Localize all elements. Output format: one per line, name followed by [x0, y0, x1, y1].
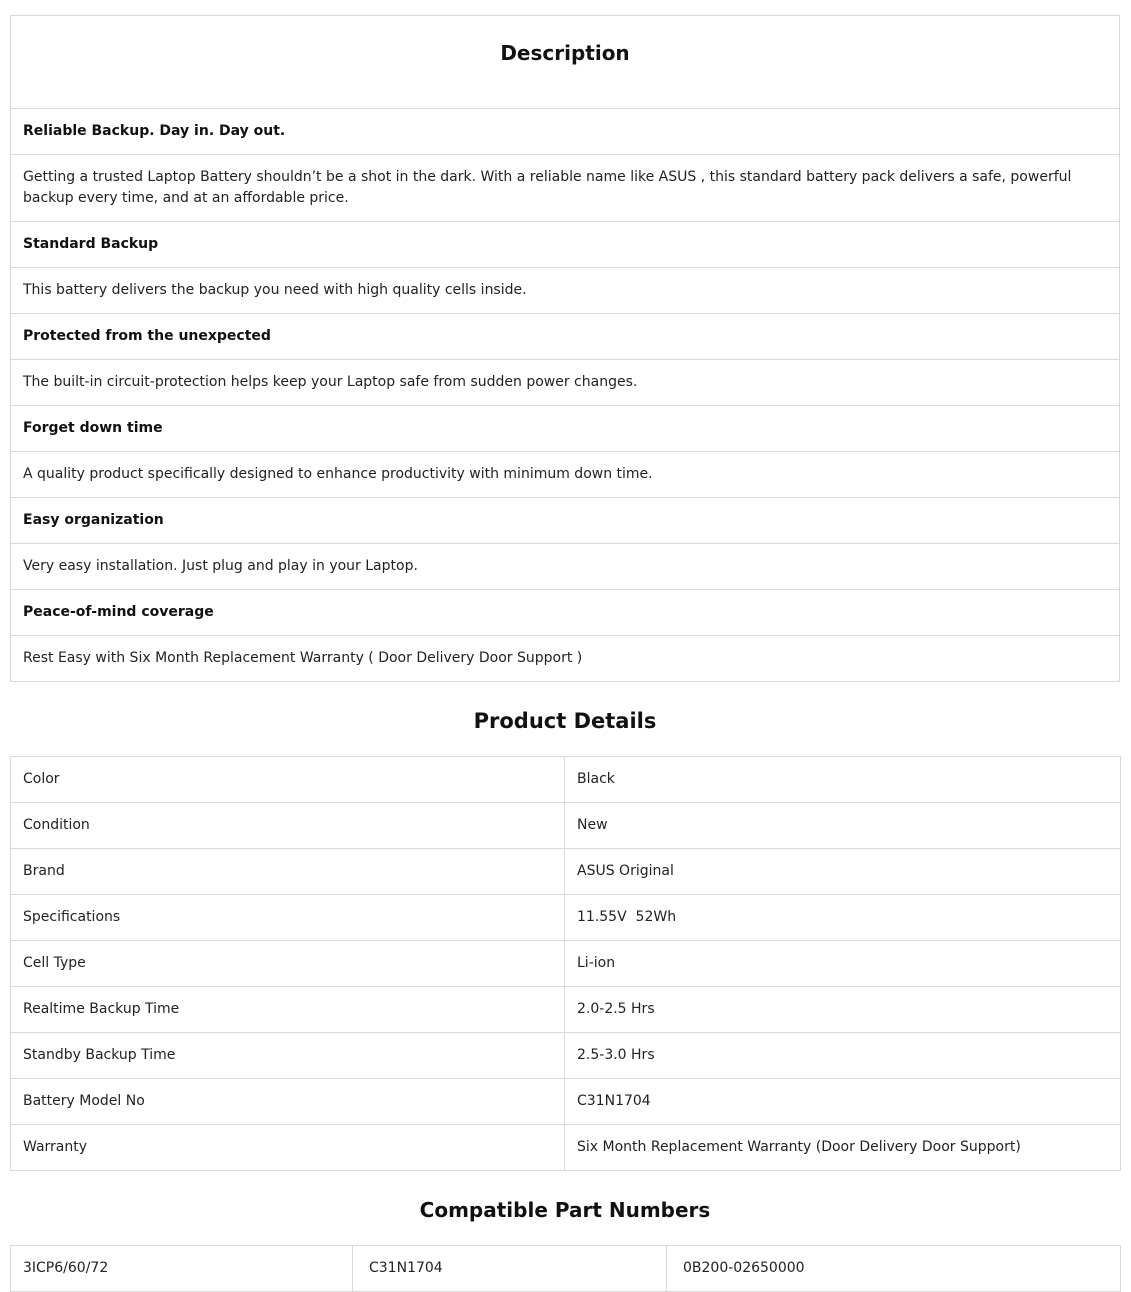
detail-value: ASUS Original: [565, 849, 1121, 895]
description-row: [11, 452, 1120, 498]
detail-value: Black: [565, 757, 1121, 803]
detail-label: Specifications: [11, 895, 565, 941]
description-heading: Standard Backup: [11, 222, 1120, 268]
description-row: [11, 360, 1120, 406]
compatible-parts-title: Compatible Part Numbers: [419, 1198, 711, 1222]
detail-label: Cell Type: [11, 941, 565, 987]
detail-label: Brand: [11, 849, 565, 895]
detail-value: 11.55V 52Wh: [565, 895, 1121, 941]
description-row: [11, 268, 1120, 314]
part-number: 0B200-02650000: [667, 1246, 1121, 1292]
description-row: [11, 590, 1120, 636]
table-row: [11, 1033, 1121, 1079]
description-heading: Easy organization: [11, 498, 1120, 544]
table-row: [11, 987, 1121, 1033]
table-row: [11, 1079, 1121, 1125]
description-header-row: [11, 16, 1120, 109]
table-row: [11, 895, 1121, 941]
table-row: [11, 849, 1121, 895]
description-row: [11, 636, 1120, 682]
description-row: [11, 498, 1120, 544]
product-details-table: [10, 756, 1121, 1171]
description-text: This battery delivers the backup you need with high quality cells inside.: [11, 268, 1120, 314]
description-heading: Protected from the unexpected: [11, 314, 1120, 360]
part-number: 3ICP6/60/72: [11, 1246, 353, 1292]
description-text: Getting a trusted Laptop Battery shouldn’t be a shot in the dark. With a reliable name like ASUS , this standard battery pack delivers a safe, powerful backup every time, and at an affordable price.: [11, 155, 1120, 222]
description-heading: Peace-of-mind coverage: [11, 590, 1120, 636]
description-text: The built-in circuit-protection helps keep your Laptop safe from sudden power changes.: [11, 360, 1120, 406]
detail-value: Li-ion: [565, 941, 1121, 987]
detail-label: Standby Backup Time: [11, 1033, 565, 1079]
table-row: [11, 1246, 1121, 1292]
table-row: [11, 941, 1121, 987]
detail-value: New: [565, 803, 1121, 849]
part-number: C31N1704: [353, 1246, 667, 1292]
detail-value: Six Month Replacement Warranty (Door Delivery Door Support): [565, 1125, 1121, 1171]
description-table: [10, 15, 1120, 682]
detail-label: Realtime Backup Time: [11, 987, 565, 1033]
description-heading: Reliable Backup. Day in. Day out.: [11, 109, 1120, 155]
detail-value: 2.5-3.0 Hrs: [565, 1033, 1121, 1079]
description-text: Rest Easy with Six Month Replacement Warranty ( Door Delivery Door Support ): [11, 636, 1120, 682]
description-title: Description: [11, 16, 1120, 109]
table-row: [11, 757, 1121, 803]
description-row: [11, 109, 1120, 155]
detail-value: 2.0-2.5 Hrs: [565, 987, 1121, 1033]
compatible-parts-table: [10, 1245, 1121, 1292]
description-row: [11, 314, 1120, 360]
description-text: Very easy installation. Just plug and play in your Laptop.: [11, 544, 1120, 590]
table-row: [11, 803, 1121, 849]
product-details-title: Product Details: [473, 709, 657, 733]
description-text: A quality product specifically designed to enhance productivity with minimum down time.: [11, 452, 1120, 498]
detail-label: Color: [11, 757, 565, 803]
table-row: [11, 1125, 1121, 1171]
detail-label: Warranty: [11, 1125, 565, 1171]
description-row: [11, 406, 1120, 452]
description-row: [11, 222, 1120, 268]
detail-label: Battery Model No: [11, 1079, 565, 1125]
description-row: [11, 155, 1120, 222]
description-row: [11, 544, 1120, 590]
description-heading: Forget down time: [11, 406, 1120, 452]
detail-label: Condition: [11, 803, 565, 849]
detail-value: C31N1704: [565, 1079, 1121, 1125]
